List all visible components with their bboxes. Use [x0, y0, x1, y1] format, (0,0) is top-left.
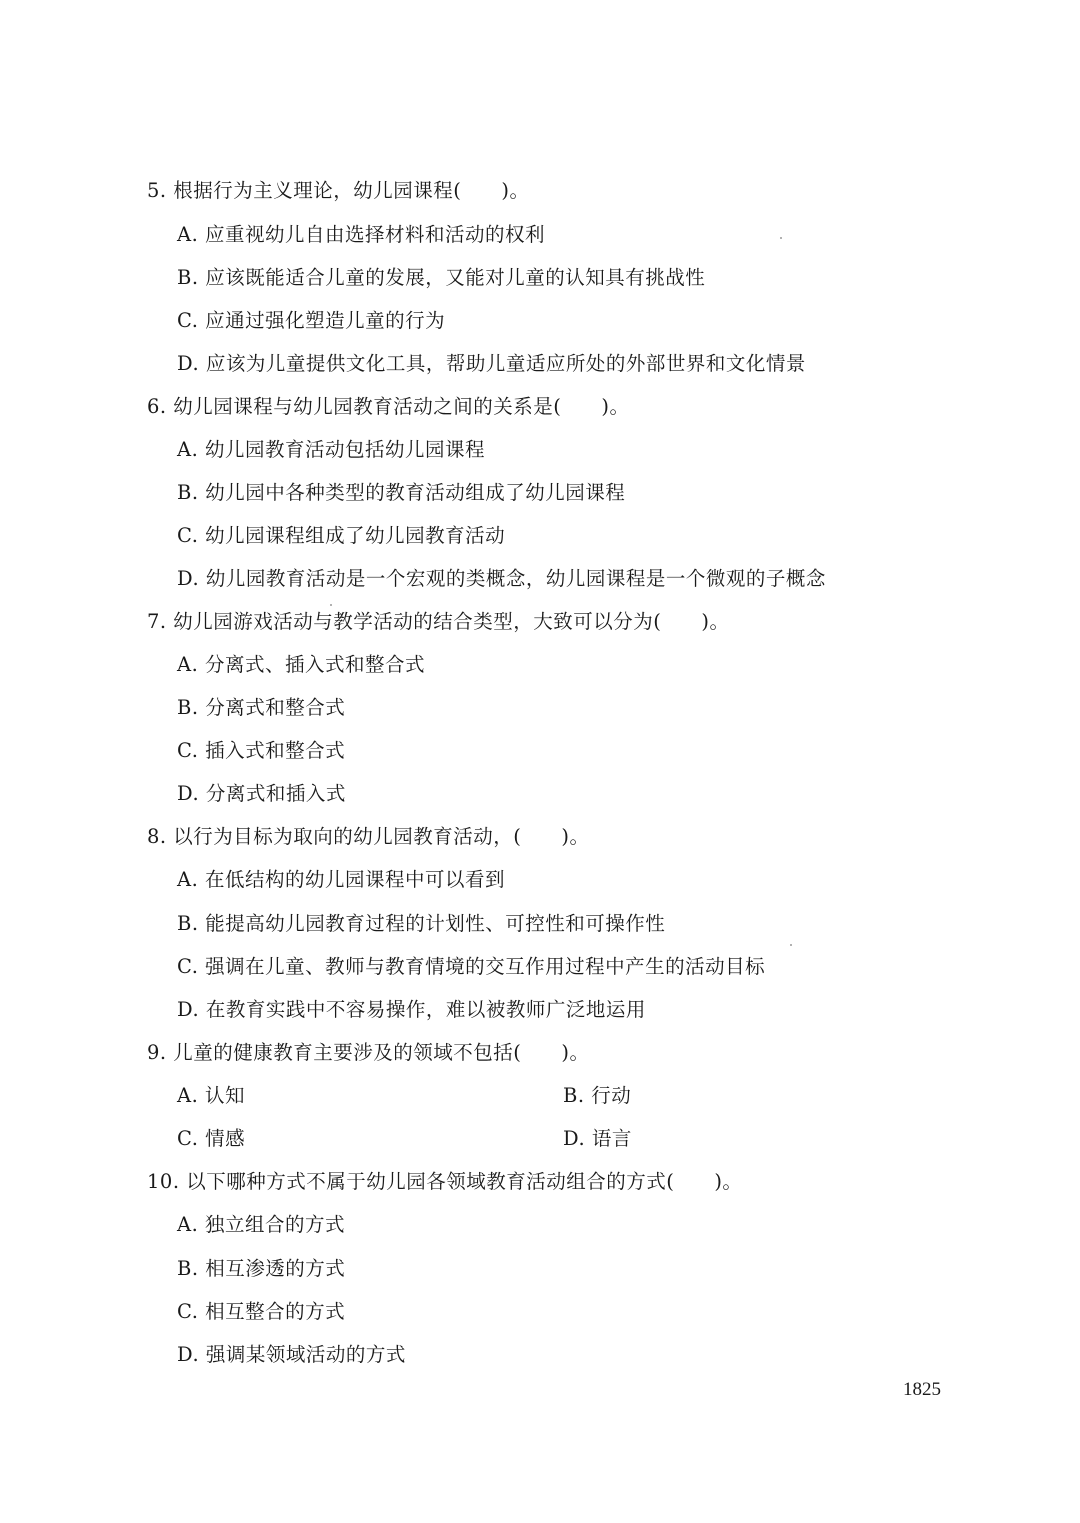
question-10-option-c: C. 相互整合的方式: [177, 1300, 346, 1323]
question-9-option-b: B. 行动: [563, 1084, 632, 1107]
question-9-option-d: D. 语言: [563, 1127, 632, 1150]
question-7-option-d: D. 分离式和插入式: [177, 782, 346, 805]
question-5-stem: 5. 根据行为主义理论，幼儿园课程( )。: [147, 179, 530, 202]
question-10-stem: 10. 以下哪种方式不属于幼儿园各领域教育活动组合的方式( )。: [147, 1170, 743, 1193]
page-number: 1825: [903, 1379, 941, 1400]
question-9-option-c: C. 情感: [177, 1127, 246, 1150]
scan-speck: [330, 604, 332, 606]
question-6-option-c: C. 幼儿园课程组成了幼儿园教育活动: [177, 524, 506, 547]
question-8-stem: 8. 以行为目标为取向的幼儿园教育活动，( )。: [147, 825, 590, 848]
question-7-option-a: A. 分离式、插入式和整合式: [177, 653, 425, 676]
question-5-option-d: D. 应该为儿童提供文化工具，帮助儿童适应所处的外部世界和文化情景: [177, 352, 806, 375]
question-10-option-a: A. 独立组合的方式: [177, 1213, 345, 1236]
question-8-option-d: D. 在教育实践中不容易操作，难以被教师广泛地运用: [177, 998, 646, 1021]
question-7-stem: 7. 幼儿园游戏活动与教学活动的结合类型，大致可以分为( )。: [147, 610, 730, 633]
question-7-option-b: B. 分离式和整合式: [177, 696, 346, 719]
question-8-option-c: C. 强调在儿童、教师与教育情境的交互作用过程中产生的活动目标: [177, 955, 766, 978]
question-5-option-c: C. 应通过强化塑造儿童的行为: [177, 309, 446, 332]
question-9-option-a: A. 认知: [177, 1084, 245, 1107]
question-8-option-b: B. 能提高幼儿园教育过程的计划性、可控性和可操作性: [177, 912, 666, 935]
question-9-stem: 9. 儿童的健康教育主要涉及的领域不包括( )。: [147, 1041, 590, 1064]
question-10-option-b: B. 相互渗透的方式: [177, 1257, 346, 1280]
question-6-option-d: D. 幼儿园教育活动是一个宏观的类概念，幼儿园课程是一个微观的子概念: [177, 567, 826, 590]
question-10-option-d: D. 强调某领域活动的方式: [177, 1343, 406, 1366]
question-8-option-a: A. 在低结构的幼儿园课程中可以看到: [177, 868, 505, 891]
question-5-option-a: A. 应重视幼儿自由选择材料和活动的权利: [177, 223, 545, 246]
scan-speck: [790, 944, 792, 946]
question-7-option-c: C. 插入式和整合式: [177, 739, 346, 762]
scan-speck: [780, 237, 782, 239]
question-6-option-a: A. 幼儿园教育活动包括幼儿园课程: [177, 438, 485, 461]
question-5-option-b: B. 应该既能适合儿童的发展，又能对儿童的认知具有挑战性: [177, 266, 706, 289]
question-6-option-b: B. 幼儿园中各种类型的教育活动组成了幼儿园课程: [177, 481, 626, 504]
question-6-stem: 6. 幼儿园课程与幼儿园教育活动之间的关系是( )。: [147, 395, 630, 418]
